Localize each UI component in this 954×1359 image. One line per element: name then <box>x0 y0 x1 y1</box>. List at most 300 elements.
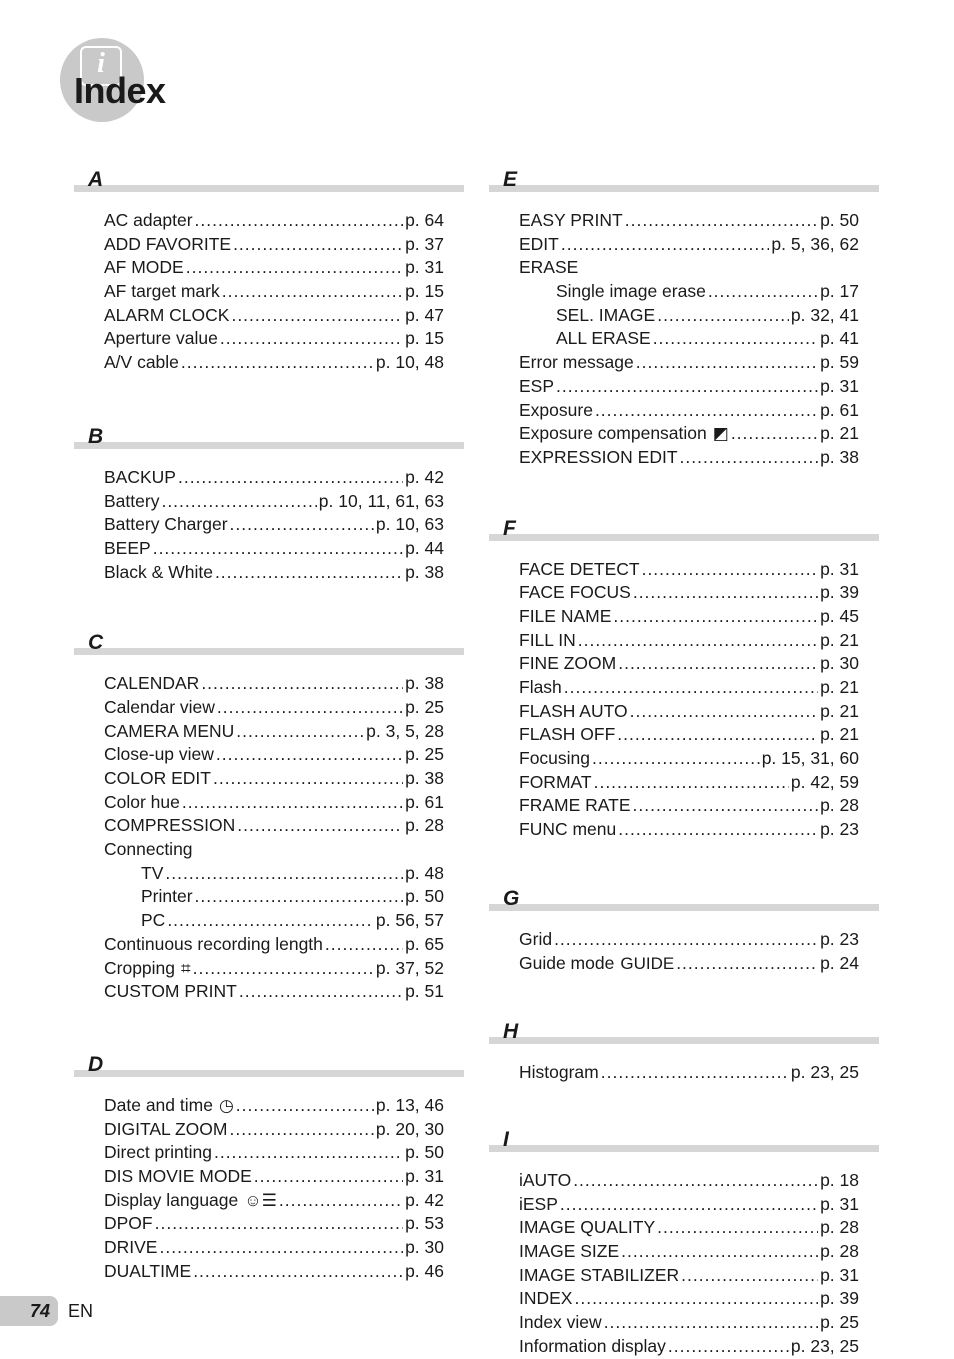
entry-page-ref: p. 50 <box>405 886 444 907</box>
entry-label: FLASH OFF <box>519 724 616 745</box>
index-entry <box>104 1142 444 1166</box>
section-divider <box>74 185 464 192</box>
entry-label: IMAGE STABILIZER <box>519 1264 680 1285</box>
index-column-left <box>74 168 464 1284</box>
dot-leader <box>195 886 404 907</box>
entry-label: Error message <box>519 352 634 373</box>
page-number: 74 <box>0 1296 58 1326</box>
entry-label: BACKUP <box>104 466 176 487</box>
index-entry <box>104 210 444 234</box>
entry-page-ref: p. 30 <box>405 1237 444 1257</box>
dot-leader <box>214 1142 403 1163</box>
section-header <box>489 168 879 194</box>
dot-leader <box>233 234 403 255</box>
entry-page-ref: p. 25 <box>405 696 444 717</box>
entry-page-ref: p. 13, 46 <box>375 1094 444 1115</box>
section-divider <box>489 1037 879 1044</box>
dot-leader <box>193 1261 403 1282</box>
dot-leader <box>201 673 403 694</box>
dot-leader <box>167 910 374 931</box>
dot-leader <box>564 677 818 698</box>
dot-leader <box>239 981 403 1002</box>
entry-label: Direct printing <box>104 1142 212 1163</box>
entry-page-ref: p. 46 <box>405 1260 444 1281</box>
section-header <box>489 1020 879 1046</box>
entry-page-ref: p. 30 <box>820 653 859 674</box>
entry-page-ref: p. 28 <box>820 1240 859 1261</box>
index-section-f <box>489 517 879 843</box>
dot-leader <box>155 1213 403 1234</box>
index-entry <box>104 1237 444 1261</box>
entry-page-ref: p. 56, 57 <box>375 910 444 931</box>
entry-label: Guide mode <box>519 952 615 973</box>
dot-leader <box>594 772 789 793</box>
dot-leader <box>222 281 403 302</box>
dot-leader <box>613 606 818 627</box>
index-entry <box>519 630 859 654</box>
index-entry <box>104 839 444 863</box>
entry-label: ERASE <box>519 257 579 278</box>
index-entry <box>519 929 859 953</box>
dot-leader <box>254 1166 403 1187</box>
entry-page-ref: p. 61 <box>820 399 859 420</box>
entry-page-ref: p. 28 <box>820 795 859 816</box>
entry-label: ADD FAVORITE <box>104 233 232 254</box>
entry-list <box>74 194 464 376</box>
entry-label: FINE ZOOM <box>519 653 617 674</box>
entry-page-ref: p. 23 <box>820 928 859 949</box>
entry-page-ref: p. 42 <box>405 1189 444 1210</box>
entry-label: DRIVE <box>104 1237 158 1257</box>
entry-page-ref: p. 50 <box>820 210 859 230</box>
entry-page-ref: p. 21 <box>820 677 859 697</box>
entry-label: CAMERA MENU <box>104 720 235 741</box>
dot-leader <box>604 1312 818 1333</box>
dot-leader <box>236 1095 374 1116</box>
index-entry <box>104 562 444 586</box>
entry-label: Black & White <box>104 561 213 582</box>
dot-leader <box>216 744 403 765</box>
index-entry <box>141 863 444 887</box>
index-entry <box>104 281 444 305</box>
entry-label: Index view <box>519 1312 602 1332</box>
entry-label: Information display <box>519 1335 666 1356</box>
index-entry <box>519 795 859 819</box>
page-title: Index <box>74 70 166 111</box>
entry-page-ref: p. 24 <box>820 952 859 973</box>
index-entry <box>556 281 859 305</box>
entry-page-ref: p. 5, 36, 62 <box>771 233 859 254</box>
index-entry <box>104 538 444 562</box>
page-header <box>58 36 258 126</box>
entry-label: COLOR EDIT <box>104 768 211 788</box>
dot-leader <box>574 1288 818 1309</box>
index-entry <box>519 352 859 376</box>
entry-label: DIS MOVIE MODE <box>104 1165 252 1186</box>
dot-leader <box>595 400 818 421</box>
dot-leader <box>573 1170 818 1191</box>
entry-label: Exposure <box>519 399 593 420</box>
entry-label: FORMAT <box>519 771 592 792</box>
dot-leader <box>560 1194 818 1215</box>
index-entry <box>519 748 859 772</box>
index-column-right <box>489 168 879 1359</box>
dot-leader <box>633 795 819 816</box>
dot-leader <box>181 352 374 373</box>
dot-leader <box>653 328 818 349</box>
entry-label: DPOF <box>104 1213 153 1234</box>
entry-label: FRAME RATE <box>519 795 631 816</box>
entry-page-ref: p. 48 <box>405 862 444 883</box>
entry-page-ref: p. 21 <box>820 629 859 650</box>
dot-leader <box>153 538 403 559</box>
dot-leader <box>578 630 818 651</box>
entry-page-ref: p. 23 <box>820 819 859 840</box>
index-entry <box>519 1170 859 1194</box>
entry-page-ref: p. 37 <box>405 233 444 254</box>
entry-label: A/V cable <box>104 352 179 373</box>
entry-label: Battery <box>104 490 160 511</box>
dot-leader <box>625 210 818 231</box>
entry-page-ref: p. 28 <box>405 815 444 836</box>
entry-page-ref: p. 44 <box>405 537 444 558</box>
index-entry <box>104 514 444 538</box>
index-section-a <box>74 168 464 376</box>
index-entry <box>519 819 859 843</box>
entry-label: CALENDAR <box>104 673 200 694</box>
index-entry <box>104 958 444 982</box>
section-divider <box>489 1145 879 1152</box>
entry-page-ref: p. 10, 48 <box>375 352 444 373</box>
index-entry <box>519 701 859 725</box>
section-divider <box>74 442 464 449</box>
language-code: EN <box>68 1301 94 1321</box>
index-entry <box>519 677 859 701</box>
entry-label: COMPRESSION <box>104 815 236 836</box>
entry-page-ref: p. 31 <box>820 375 859 396</box>
dot-leader <box>618 819 818 840</box>
section-header <box>489 887 879 913</box>
index-entry <box>104 768 444 792</box>
info-icon: i <box>80 46 122 86</box>
entry-label: iESP <box>519 1193 558 1214</box>
entry-label: IMAGE QUALITY <box>519 1217 656 1238</box>
section-divider <box>74 648 464 655</box>
index-entry <box>104 1095 444 1119</box>
entry-page-ref: p. 20, 30 <box>375 1118 444 1139</box>
dot-leader <box>213 768 403 789</box>
entry-label: CUSTOM PRINT <box>104 981 237 1002</box>
index-entry <box>519 1312 859 1336</box>
index-section-d <box>74 1053 464 1285</box>
entry-page-ref: p. 21 <box>820 724 859 745</box>
entry-page-ref: p. 64 <box>405 210 444 230</box>
entry-page-ref: p. 59 <box>820 352 859 373</box>
section-divider <box>489 534 879 541</box>
dot-leader <box>237 815 403 836</box>
section-letter: D <box>88 1052 104 1076</box>
dot-leader <box>325 934 403 955</box>
index-entry <box>519 1241 859 1265</box>
entry-label: FACE FOCUS <box>519 582 631 603</box>
index-entry <box>519 1217 859 1241</box>
entry-label: FACE DETECT <box>519 558 640 579</box>
dot-leader <box>230 514 374 535</box>
dot-leader <box>676 953 818 974</box>
index-section-g <box>489 887 879 976</box>
dot-leader <box>617 724 818 745</box>
dot-leader <box>668 1336 789 1357</box>
entry-page-ref: p. 23, 25 <box>790 1335 859 1356</box>
index-entry <box>519 653 859 677</box>
entry-label: iAUTO <box>519 1169 572 1190</box>
entry-label: Aperture value <box>104 328 218 349</box>
dot-leader <box>601 1062 789 1083</box>
entry-label: SEL. IMAGE <box>556 304 656 325</box>
index-entry <box>104 697 444 721</box>
dot-leader <box>633 582 818 603</box>
index-section-c <box>74 631 464 1005</box>
entry-label: Single image erase <box>556 281 706 302</box>
entry-label: FILE NAME <box>519 605 612 626</box>
index-entry <box>519 1336 859 1359</box>
entry-label: ALL ERASE <box>556 328 651 349</box>
dot-leader <box>642 559 818 580</box>
section-letter: A <box>88 168 104 191</box>
entry-label: FILL IN <box>519 629 576 650</box>
entry-label: DUALTIME <box>104 1260 192 1281</box>
index-section-e <box>489 168 879 471</box>
entry-label: BEEP <box>104 537 151 558</box>
section-header <box>489 1128 879 1154</box>
entry-symbol-icon: ◩ <box>712 424 729 444</box>
dot-leader <box>236 721 364 742</box>
entry-list <box>74 1079 464 1285</box>
dot-leader <box>279 1190 403 1211</box>
dot-leader <box>618 653 818 674</box>
dot-leader <box>195 210 404 231</box>
index-entry <box>556 305 859 329</box>
entry-label: Flash <box>519 677 562 697</box>
index-entry <box>104 1190 444 1214</box>
entry-page-ref: p. 38 <box>405 768 444 788</box>
entry-label: EXPRESSION EDIT <box>519 446 678 467</box>
index-entry <box>104 1166 444 1190</box>
entry-page-ref: p. 45 <box>820 605 859 626</box>
dot-leader <box>630 701 818 722</box>
dot-leader <box>215 562 403 583</box>
dot-leader <box>657 305 789 326</box>
index-entry <box>104 1213 444 1237</box>
index-entry <box>104 1119 444 1143</box>
index-entry <box>519 559 859 583</box>
index-entry <box>104 467 444 491</box>
index-entry <box>519 210 859 234</box>
index-entry <box>519 606 859 630</box>
index-entry <box>519 423 859 447</box>
entry-label: PC <box>141 910 166 931</box>
entry-label: Battery Charger <box>104 514 228 535</box>
dot-leader <box>554 929 818 950</box>
dot-leader <box>165 863 403 884</box>
index-entry <box>104 305 444 329</box>
section-header <box>74 1053 464 1079</box>
entry-page-ref: p. 21 <box>820 423 859 444</box>
dot-leader <box>731 423 818 444</box>
entry-page-ref: p. 31 <box>405 1165 444 1186</box>
entry-label: Grid <box>519 928 553 949</box>
index-entry <box>519 724 859 748</box>
entry-label: AF MODE <box>104 257 184 278</box>
index-entry <box>104 744 444 768</box>
section-header <box>489 517 879 543</box>
entry-page-ref: p. 23, 25 <box>790 1062 859 1083</box>
section-letter: H <box>503 1020 519 1044</box>
index-entry <box>104 491 444 515</box>
entry-label: Printer <box>141 886 193 907</box>
index-entry <box>104 673 444 697</box>
index-entry <box>519 257 859 281</box>
entry-symbol-icon: ◷ <box>218 1095 234 1115</box>
entry-page-ref: p. 38 <box>820 446 859 467</box>
entry-page-ref: p. 38 <box>405 561 444 582</box>
entry-page-ref: p. 42 <box>405 466 444 487</box>
section-divider <box>489 185 879 192</box>
index-entry <box>556 328 859 352</box>
index-entry <box>104 721 444 745</box>
entry-label: Close-up view <box>104 744 214 765</box>
dot-leader <box>231 305 403 326</box>
entry-page-ref: p. 31 <box>820 558 859 579</box>
dot-leader <box>636 352 818 373</box>
index-section-b <box>74 425 464 585</box>
entry-page-ref: p. 21 <box>820 700 859 721</box>
entry-page-ref: p. 10, 63 <box>375 514 444 535</box>
entry-label: Exposure compensation <box>519 423 707 444</box>
entry-page-ref: p. 47 <box>405 304 444 325</box>
entry-page-ref: p. 32, 41 <box>790 304 859 325</box>
entry-label: Color hue <box>104 791 180 812</box>
section-letter: E <box>503 168 518 191</box>
entry-page-ref: p. 18 <box>820 1169 859 1190</box>
dot-leader <box>178 467 403 488</box>
dot-leader <box>229 1119 373 1140</box>
entry-page-ref: p. 25 <box>405 744 444 765</box>
section-header <box>74 168 464 194</box>
dot-leader <box>681 1265 818 1286</box>
entry-page-ref: p. 10, 11, 61, 63 <box>318 490 444 511</box>
entry-label: Cropping <box>104 957 176 978</box>
index-entry <box>519 400 859 424</box>
entry-label: Focusing <box>519 748 591 769</box>
index-entry <box>519 376 859 400</box>
index-entry <box>104 934 444 958</box>
entry-page-ref: p. 17 <box>820 281 859 302</box>
index-entry <box>104 257 444 281</box>
dot-leader <box>621 1241 818 1262</box>
entry-list <box>74 451 464 585</box>
entry-page-ref: p. 50 <box>405 1142 444 1163</box>
entry-label: TV <box>141 862 164 883</box>
entry-label: INDEX <box>519 1288 573 1309</box>
index-entry <box>519 1288 859 1312</box>
index-entry <box>519 447 859 471</box>
entry-label: ALARM CLOCK <box>104 304 230 325</box>
index-entry <box>104 352 444 376</box>
index-entry <box>104 1261 444 1285</box>
entry-list <box>489 1154 879 1359</box>
index-entry <box>104 328 444 352</box>
section-divider <box>489 904 879 911</box>
section-letter: C <box>88 631 104 655</box>
index-entry <box>519 234 859 258</box>
entry-label: AF target mark <box>104 281 220 302</box>
entry-label: Histogram <box>519 1062 599 1083</box>
entry-page-ref: p. 42, 59 <box>790 771 859 792</box>
index-entry <box>141 910 444 934</box>
dot-leader <box>592 748 760 769</box>
entry-list <box>489 1046 879 1086</box>
index-entry <box>519 1062 859 1086</box>
entry-label: EDIT <box>519 233 559 254</box>
dot-leader <box>159 1237 403 1258</box>
entry-label: AC adapter <box>104 210 193 230</box>
section-header <box>74 631 464 657</box>
entry-label: Date and time <box>104 1094 213 1115</box>
entry-list <box>489 194 879 471</box>
entry-label: Calendar view <box>104 696 215 717</box>
dot-leader <box>220 328 403 349</box>
entry-symbol-icon: ☺☰ <box>244 1190 277 1210</box>
entry-label: Continuous recording length <box>104 933 323 954</box>
entry-label: Display language <box>104 1189 239 1210</box>
entry-page-ref: p. 38 <box>405 673 444 694</box>
entry-page-ref: p. 31 <box>405 257 444 278</box>
entry-page-ref: p. 3, 5, 28 <box>366 720 444 741</box>
index-section-i <box>489 1128 879 1359</box>
dot-leader <box>680 447 819 468</box>
section-letter: G <box>503 886 520 910</box>
entry-page-ref: p. 39 <box>820 582 859 603</box>
index-entry <box>141 886 444 910</box>
entry-label: Connecting <box>104 839 193 860</box>
entry-label: EASY PRINT <box>519 210 623 230</box>
section-header <box>74 425 464 451</box>
section-divider <box>74 1070 464 1077</box>
entry-page-ref: p. 28 <box>820 1217 859 1238</box>
index-entry <box>519 772 859 796</box>
entry-label: FUNC menu <box>519 819 617 840</box>
entry-list <box>489 543 879 843</box>
entry-list <box>74 657 464 1005</box>
dot-leader <box>556 376 818 397</box>
dot-leader <box>561 234 770 255</box>
index-entry <box>519 1194 859 1218</box>
index-entry <box>104 981 444 1005</box>
index-entry <box>519 953 859 977</box>
entry-page-ref: p. 39 <box>820 1288 859 1309</box>
index-entry <box>104 815 444 839</box>
entry-label: IMAGE SIZE <box>519 1240 620 1261</box>
entry-list <box>489 913 879 976</box>
dot-leader <box>182 792 403 813</box>
dot-leader <box>186 257 403 278</box>
index-section-h <box>489 1020 879 1086</box>
entry-page-ref: p. 31 <box>820 1264 859 1285</box>
dot-leader <box>708 281 818 302</box>
section-letter: B <box>88 424 104 448</box>
entry-page-ref: p. 65 <box>405 933 444 954</box>
